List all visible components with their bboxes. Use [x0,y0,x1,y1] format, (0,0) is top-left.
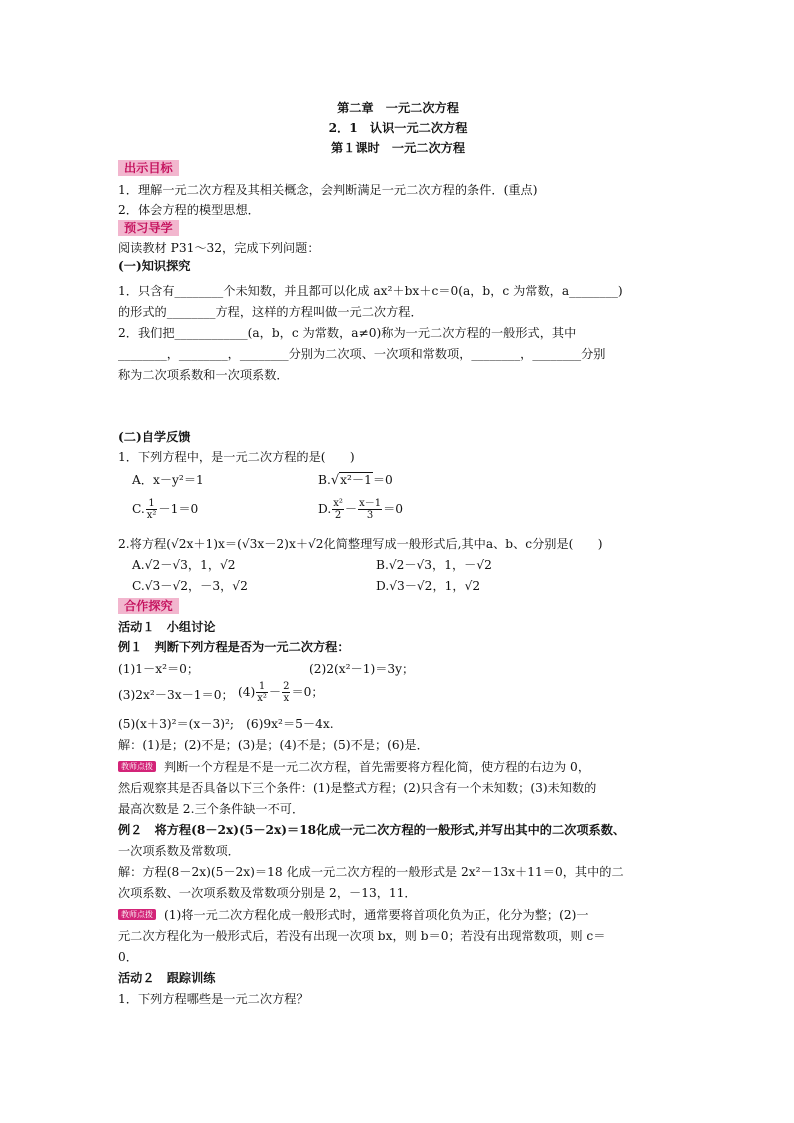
feedback-question-2: 2.将方程(√2x＋1)x＝(√3x－2)x＋√2化简整理写成一般形式后,其中a、b、c分别是( ) [118,537,603,551]
question-2-line-1: 2．我们把____________(a，b，c 为常数，a≠0)称为一元二次方程的一般形式，其中 [118,326,577,340]
option-1c: C. $\frac{1}{\text{x²}}$ －1＝0 [132,498,199,521]
feedback-heading: (二)自学反馈 [118,430,191,444]
preview-label: 预习导学 [118,220,179,236]
example-2-answer-1: 解：方程(8－2x)(5－2x)＝18 化成一元二次方程的一般形式是 2x²－13x＋11＝0，其中的二 [118,865,624,879]
example-2-answer-2: 次项系数、一次项系数及常数项分别是 2，－13，11． [118,886,417,900]
lesson-title: 第１课时 一元二次方程 [330,141,466,155]
option-2b: B.√2－√3，1，－√2 [376,558,492,572]
option-1a: A．x－y²＝1 [132,473,204,487]
goal-item-2: 2．体会方程的模型思想． [118,203,260,217]
eq-1: (1)1－x²＝0； [118,662,200,676]
eq-4: (4) $\frac{1}{\text{x²}}$ － $\frac{2}{x}$ ＝0； [238,681,324,704]
tip-1-line-3: 最高次数是 2.三个条件缺一不可． [118,802,305,816]
activity-1-heading: 活动１ 小组讨论 [118,620,216,634]
eq-3: (3)2x²－3x－1＝0； [118,688,234,702]
goal-item-1: 1．理解一元二次方程及其相关概念，会判断满足一元二次方程的条件．(重点) [118,183,538,197]
option-2c: C.√3－√2，－3，√2 [132,579,248,593]
feedback-question-1: 1．下列方程中，是一元二次方程的是( ) [118,450,355,464]
tip-1-line-2: 然后观察其是否具备以下三个条件：(1)是整式方程；(2)只含有一个未知数；(3)未知数的 [118,781,597,795]
question-2-line-3: 称为二次项系数和一次项系数． [118,368,289,382]
question-1-line-2: 的形式的________方程，这样的方程叫做一元二次方程． [118,305,423,319]
training-question-1: 1．下列方程哪些是一元二次方程？ [118,992,309,1006]
knowledge-heading: (一)知识探究 [118,259,191,273]
option-2a: A.√2－√3，1，√2 [132,558,236,572]
coop-label: 合作探究 [118,598,179,614]
question-2-line-2: ________，________，________分别为二次项、一次项和常数项，________，________分别 [118,347,606,361]
goals-label: 出示目标 [118,160,179,176]
section-title: 2．1 认识一元二次方程 [328,121,468,135]
activity-2-heading: 活动２ 跟踪训练 [118,971,216,985]
example-1-title: 例１ 判断下列方程是否为一元二次方程： [118,640,350,654]
tip-2-line-3: 0． [118,950,138,964]
tip-1-line-1: 教师点拨 判断一个方程是不是一元二次方程，首先需要将方程化简，使方程的右边为 0， [118,759,590,776]
question-1-line-1: 1．只含有________个未知数，并且都可以化成 ax²＋bx＋c＝0(a，b，c 为常数，a________) [118,284,623,298]
eq-5-6: (5)(x＋3)²＝(x－3)²; (6)9x²＝5－4x. [118,717,334,731]
tip-2-line-2: 元二次方程化为一般形式后，若没有出现一次项 bx，则 b＝0；若没有出现常数项，则 c＝ [118,929,606,943]
eq-2: (2)2(x²－1)＝3y； [309,662,415,676]
option-1d: D. $\frac{\text{x²}}{2}$ － $\frac{x-1}{3}$ ＝0 [318,498,404,521]
option-1b: B.√x²－1＝0 [318,473,393,488]
chapter-title: 第二章 一元二次方程 [337,101,459,115]
example-1-answer: 解：(1)是；(2)不是；(3)是；(4)不是；(5)不是；(6)是． [118,738,429,752]
example-2-line-2: 一次项系数及常数项． [118,844,240,858]
preview-intro: 阅读教材 P31～32，完成下列问题： [118,241,320,255]
teacher-tip-badge-2: 教师点拨 [118,909,156,920]
option-2d: D.√3－√2，1，√2 [376,579,481,593]
example-2-line-1: 例２ 将方程(8－2x)(5－2x)＝18化成一元二次方程的一般形式,并写出其中的二次项系数、 [118,823,626,837]
teacher-tip-badge: 教师点拨 [118,761,156,772]
tip-2-line-1: 教师点拨 (1)将一元二次方程化成一般形式时，通常要将首项化负为正，化分为整；(2)一 [118,907,589,924]
